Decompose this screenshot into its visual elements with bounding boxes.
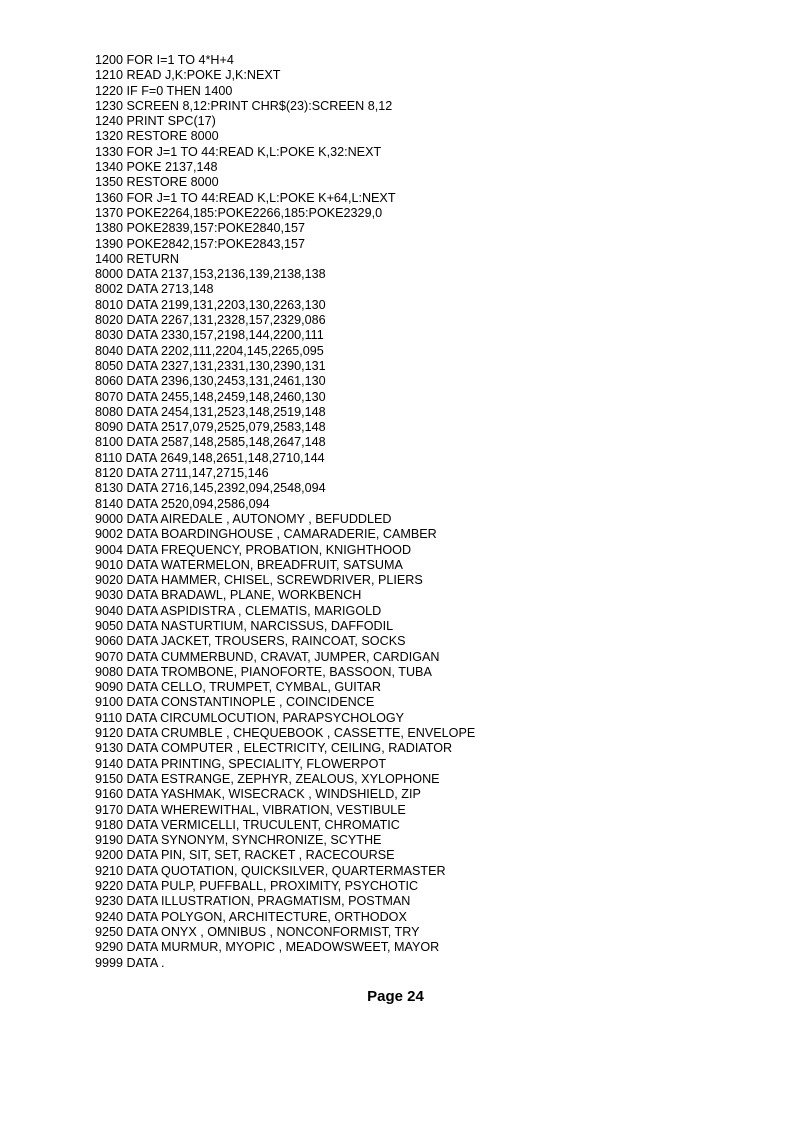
basic-code-listing: [95, 53, 735, 971]
code-line: 8140 DATA 2520,094,2586,094: [95, 496, 270, 511]
code-line: 8050 DATA 2327,131,2331,130,2390,131: [95, 358, 326, 373]
code-line: 1340 POKE 2137,148: [95, 160, 218, 175]
code-line: 1380 POKE2839,157:POKE2840,157: [95, 221, 306, 236]
code-line: 1400 RETURN: [95, 251, 179, 266]
code-line: 9160 DATA YASHMAK, WISECRACK , WINDSHIELD, ZIP: [95, 787, 421, 802]
code-line: 1390 POKE2842,157:POKE2843,157: [95, 236, 306, 251]
code-line: 9110 DATA CIRCUMLOCUTION, PARAPSYCHOLOGY: [95, 710, 405, 725]
code-line: 9050 DATA NASTURTIUM, NARCISSUS, DAFFODIL: [95, 618, 394, 633]
code-line: 9070 DATA CUMMERBUND, CRAVAT, JUMPER, CARDIGAN: [95, 649, 440, 664]
code-line: 1350 RESTORE 8000: [95, 175, 219, 190]
page-content: [95, 53, 735, 971]
code-line: 8080 DATA 2454,131,2523,148,2519,148: [95, 404, 326, 419]
code-line: 8040 DATA 2202,111,2204,145,2265,095: [95, 343, 324, 358]
code-line: 1220 IF F=0 THEN 1400: [95, 83, 233, 98]
code-line: 8110 DATA 2649,148,2651,148,2710,144: [95, 450, 325, 465]
code-line: 8090 DATA 2517,079,2525,079,2583,148: [95, 420, 326, 435]
code-line: 1330 FOR J=1 TO 44:READ K,L:POKE K,32:NEXT: [95, 144, 382, 159]
code-line: 8100 DATA 2587,148,2585,148,2647,148: [95, 435, 326, 450]
code-line: 1240 PRINT SPC(17): [95, 114, 216, 129]
code-line: 9120 DATA CRUMBLE , CHEQUEBOOK , CASSETTE, ENVELOPE: [95, 726, 476, 741]
code-line: 1200 FOR I=1 TO 4*H+4: [95, 53, 234, 67]
code-line: 9130 DATA COMPUTER , ELECTRICITY, CEILING, RADIATOR: [95, 741, 453, 756]
code-line: 8030 DATA 2330,157,2198,144,2200,111: [95, 328, 324, 343]
code-line: 9999 DATA .: [95, 955, 165, 970]
code-line: 1360 FOR J=1 TO 44:READ K,L:POKE K+64,L:NEXT: [95, 190, 396, 205]
code-line: 1230 SCREEN 8,12:PRINT CHR$(23):SCREEN 8,12: [95, 98, 393, 113]
code-line: 9004 DATA FREQUENCY, PROBATION, KNIGHTHOOD: [95, 542, 412, 557]
code-line: 8000 DATA 2137,153,2136,139,2138,138: [95, 267, 326, 282]
code-line: 8120 DATA 2711,147,2715,146: [95, 466, 269, 481]
code-line: 1370 POKE2264,185:POKE2266,185:POKE2329,0: [95, 205, 383, 220]
code-line: 1320 RESTORE 8000: [95, 129, 219, 144]
code-line: 8010 DATA 2199,131,2203,130,2263,130: [95, 297, 326, 312]
code-line: 9000 DATA AIREDALE , AUTONOMY , BEFUDDLED: [95, 511, 392, 526]
code-line: 8002 DATA 2713,148: [95, 282, 214, 297]
code-line: 9190 DATA SYNONYM, SYNCHRONIZE, SCYTHE: [95, 833, 382, 848]
code-line: 8070 DATA 2455,148,2459,148,2460,130: [95, 389, 326, 404]
code-line: 1210 READ J,K:POKE J,K:NEXT: [95, 68, 281, 83]
code-line: 9230 DATA ILLUSTRATION, PRAGMATISM, POSTMAN: [95, 894, 411, 909]
code-line: 9200 DATA PIN, SIT, SET, RACKET , RACECOURSE: [95, 848, 395, 863]
code-line: 9080 DATA TROMBONE, PIANOFORTE, BASSOON, TUBA: [95, 664, 432, 679]
code-line: 8130 DATA 2716,145,2392,094,2548,094: [95, 481, 326, 496]
code-line: 9150 DATA ESTRANGE, ZEPHYR, ZEALOUS, XYLOPHONE: [95, 771, 440, 786]
page-footer: [0, 988, 793, 1006]
code-line: 9002 DATA BOARDINGHOUSE , CAMARADERIE, CAMBER: [95, 527, 437, 542]
code-line: 9240 DATA POLYGON, ARCHITECTURE, ORTHODOX: [95, 909, 407, 924]
code-line: 9060 DATA JACKET, TROUSERS, RAINCOAT, SOCKS: [95, 634, 406, 649]
code-line: 9020 DATA HAMMER, CHISEL, SCREWDRIVER, PLIERS: [95, 573, 423, 588]
code-line: 9140 DATA PRINTING, SPECIALITY, FLOWERPOT: [95, 756, 387, 771]
code-line: 9290 DATA MURMUR, MYOPIC , MEADOWSWEET, MAYOR: [95, 940, 440, 955]
code-line: 9180 DATA VERMICELLI, TRUCULENT, CHROMATIC: [95, 817, 400, 832]
code-line: 9220 DATA PULP, PUFFBALL, PROXIMITY, PSYCHOTIC: [95, 879, 419, 894]
code-line: 9090 DATA CELLO, TRUMPET, CYMBAL, GUITAR: [95, 680, 382, 695]
code-line: 9210 DATA QUOTATION, QUICKSILVER, QUARTERMASTER: [95, 863, 446, 878]
page-number: Page 24: [367, 988, 424, 1005]
code-line: 9170 DATA WHEREWITHAL, VIBRATION, VESTIBULE: [95, 802, 406, 817]
code-line: 9040 DATA ASPIDISTRA , CLEMATIS, MARIGOLD: [95, 603, 382, 618]
code-line: 8060 DATA 2396,130,2453,131,2461,130: [95, 374, 326, 389]
code-line: 8020 DATA 2267,131,2328,157,2329,086: [95, 313, 326, 328]
code-line: 9010 DATA WATERMELON, BREADFRUIT, SATSUMA: [95, 557, 403, 572]
code-line: 9100 DATA CONSTANTINOPLE , COINCIDENCE: [95, 695, 375, 710]
code-line: 9030 DATA BRADAWL, PLANE, WORKBENCH: [95, 588, 362, 603]
code-line: 9250 DATA ONYX , OMNIBUS , NONCONFORMIST, TRY: [95, 924, 420, 939]
